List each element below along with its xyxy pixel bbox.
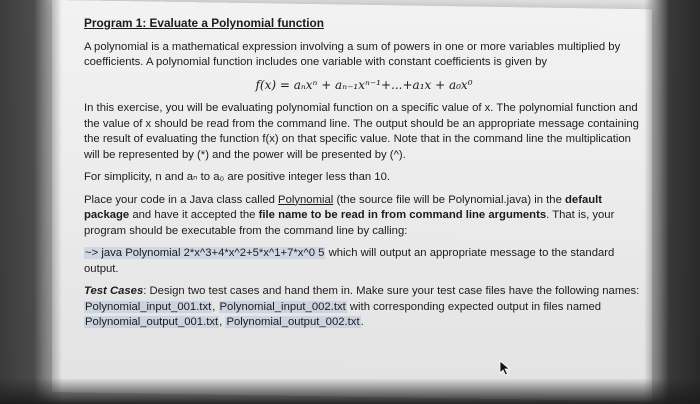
polynomial-formula: f(x) = aₙxⁿ + aₙ₋₁xⁿ⁻¹+...+a₁x + a₀x⁰ (255, 77, 473, 92)
intro-paragraph: A polynomial is a mathematical expression involving a sum of powers in one or more variables multiplied by coefficients. A polynomial function includes one variable with constant coefficients is given by (84, 40, 621, 68)
test-cases-paragraph (84, 284, 644, 331)
place-code-paragraph (84, 193, 644, 240)
place-text-3: and have it accepted the (129, 209, 259, 221)
test-text-1: : Design two test cases and hand them in. Make sure your test case files have the following names: (143, 285, 640, 297)
place-text-4: . That is, your program should be executable from the command line by calling: (84, 209, 615, 237)
input-file-1: Polynomial_input_001.txt (85, 300, 212, 313)
default-package-text: default package (84, 193, 603, 221)
command-highlight: ~> java Polynomial 2*x^3+4*x^2+5*x^1+7*x^0 5 (85, 247, 325, 259)
right-shadow-edge (644, 0, 700, 404)
simplicity-paragraph: For simplicity, n and aₙ to a₀ are positive integer less than 10. (84, 171, 390, 183)
file-name-arg-text: file name to be read in from command line arguments (258, 209, 547, 221)
test-sep-1: , (212, 300, 219, 313)
output-file-1: Polynomial_output_001.txt (85, 316, 219, 328)
place-text-2: (the source file will be Polynomial.java) in the (333, 193, 566, 206)
test-sep-2: , (219, 316, 226, 328)
mouse-cursor-icon (499, 360, 511, 376)
document-content (84, 16, 644, 338)
class-name-link: Polynomial (278, 193, 334, 206)
place-text-1: Place your code in a Java class called (84, 193, 279, 206)
exercise-paragraph: In this exercise, you will be evaluating polynomial function on a specific value of x. The polynomial function and the value of x should be read from the command line. The output should be an appropriate message containing the result of evaluating the function f(x) on that specific value. Note that in the command line the multiplication will be represented by (*) and the power will be presented by (^). (84, 102, 639, 161)
test-cases-label: Test Cases (84, 285, 144, 297)
left-shadow-edge (0, 0, 62, 404)
input-file-2: Polynomial_input_002.txt (219, 300, 346, 313)
test-end: . (360, 316, 364, 328)
bottom-shadow-edge (0, 378, 700, 404)
command-rest: which will output an appropriate message to the standard output. (84, 247, 615, 275)
command-paragraph (84, 246, 644, 277)
output-file-2: Polynomial_output_002.txt (226, 316, 360, 328)
program-title: Program 1: Evaluate a Polynomial function (84, 16, 324, 30)
test-text-2: with corresponding expected output in files named (346, 300, 602, 313)
